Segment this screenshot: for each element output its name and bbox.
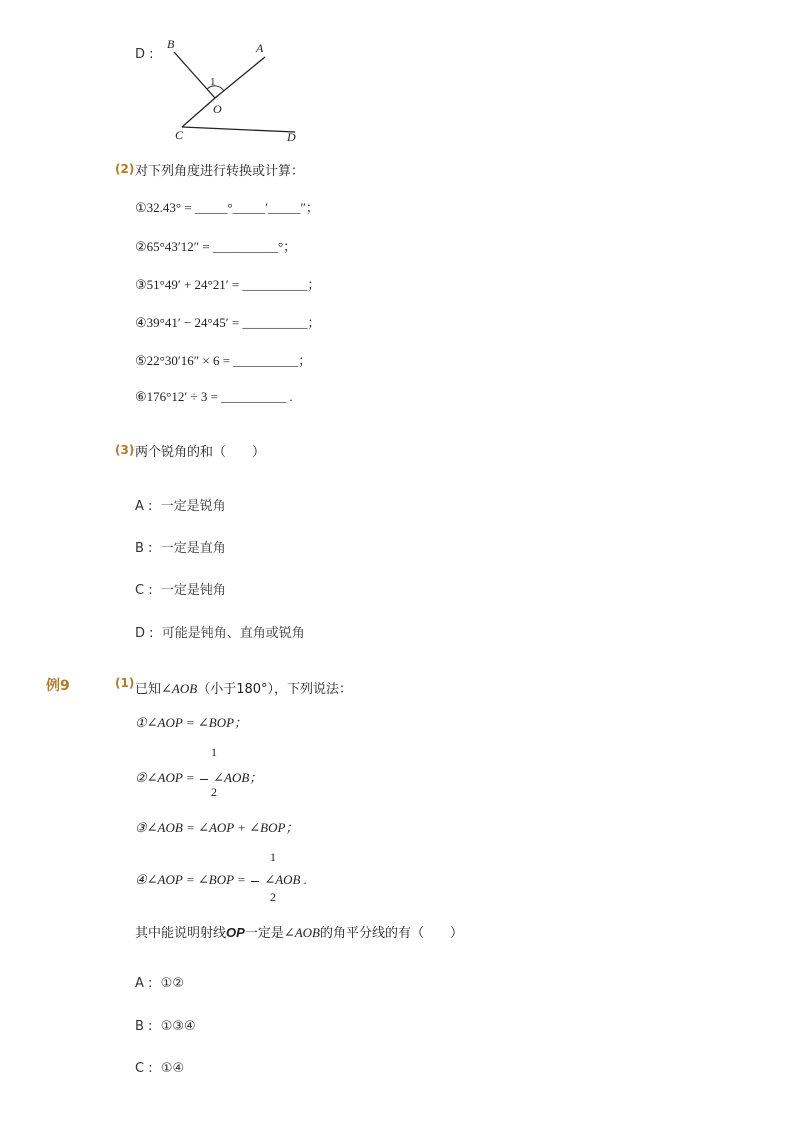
statement-2-pre: ②∠AOP = xyxy=(135,770,195,785)
segment-cd xyxy=(182,127,295,132)
ray-oa xyxy=(215,57,265,98)
stem-pre: 已知 xyxy=(135,682,162,697)
example-9-label: 例9 xyxy=(46,678,70,694)
label-o: O xyxy=(213,102,222,116)
statement-3: ③∠AOB = ∠AOP + ∠BOP； xyxy=(135,820,299,835)
option-text: ①② xyxy=(160,976,184,991)
q3-option-b[interactable] xyxy=(135,537,226,556)
label-angle-1: 1 xyxy=(210,76,216,88)
label-a: A xyxy=(256,41,264,55)
question-mid: 一定是 xyxy=(244,926,284,941)
statement-1: ①∠AOP = ∠BOP； xyxy=(135,715,248,730)
question-post: 的角平分线的有（ ） xyxy=(320,926,464,941)
question-angle: ∠AOB xyxy=(283,925,320,940)
statement-2-frac-denominator: 2 xyxy=(211,785,217,799)
fraction-bar xyxy=(251,881,259,882)
label-b: B xyxy=(167,37,175,51)
ex9-option-b[interactable] xyxy=(135,1019,196,1034)
ex9-q1-number: (1) xyxy=(115,676,135,690)
option-key: C : xyxy=(135,1061,153,1076)
ex9-option-a[interactable] xyxy=(135,976,184,991)
question-ray: OP xyxy=(226,925,245,940)
label-d: D xyxy=(287,130,296,144)
option-text: ①④ xyxy=(160,1061,185,1076)
label-c: C xyxy=(175,128,184,142)
statement-2-frac-numerator: 1 xyxy=(211,745,217,759)
question-pre: 其中能说明射线 xyxy=(135,926,227,941)
option-key: C : xyxy=(135,583,153,598)
q2-item-6: ⑥176°12′ ÷ 3 = __________ . xyxy=(135,389,293,404)
q3-number: (3) xyxy=(115,443,135,457)
q2-item-3: ③51°49′ + 24°21′ = __________； xyxy=(135,277,321,292)
segment-oc xyxy=(182,98,215,127)
statement-4-frac-denominator: 2 xyxy=(270,890,276,904)
ex9-option-c[interactable] xyxy=(135,1061,184,1076)
ex9-question xyxy=(135,922,463,941)
q2-number: (2) xyxy=(115,162,135,176)
q2-item-1: ①32.43° = _____°_____′_____″； xyxy=(135,200,319,215)
option-text: 一定是钝角 xyxy=(160,583,226,598)
q2-title: 对下列角度进行转换或计算： xyxy=(135,164,305,179)
statement-2-post: ∠AOB； xyxy=(213,770,263,785)
q2-item-2: ②65°43′12″ = __________°； xyxy=(135,239,297,254)
ex9-stem xyxy=(135,678,352,697)
option-text: ①③④ xyxy=(160,1019,196,1034)
option-text: 一定是直角 xyxy=(160,541,226,556)
ray-ob xyxy=(174,52,215,98)
option-text: 一定是锐角 xyxy=(160,499,226,514)
option-text: 可能是钝角、直角或锐角 xyxy=(161,626,305,641)
option-key: B : xyxy=(135,1019,153,1034)
statement-4-pre: ④∠AOP = ∠BOP = xyxy=(135,872,246,887)
q2-item-5: ⑤22°30′16″ × 6 = __________； xyxy=(135,353,312,368)
stem-post: （小于180°），下列说法： xyxy=(197,682,353,697)
angle-figure xyxy=(160,35,310,145)
fraction-bar xyxy=(200,779,208,780)
option-key: A : xyxy=(135,499,153,514)
option-key: D : xyxy=(135,626,154,641)
q3-option-c[interactable] xyxy=(135,579,226,598)
option-key: B : xyxy=(135,541,153,556)
statement-4-post: ∠AOB . xyxy=(264,872,307,887)
q3-title: 两个锐角的和（ ） xyxy=(135,445,266,460)
option-key: A : xyxy=(135,976,153,991)
statement-2 xyxy=(135,767,262,786)
q3-option-a[interactable] xyxy=(135,495,226,514)
option-d-label: D : xyxy=(135,47,154,62)
statement-4 xyxy=(135,872,307,888)
statement-4-frac-numerator: 1 xyxy=(270,850,276,864)
q2-item-4: ④39°41′ − 24°45′ = __________； xyxy=(135,315,321,330)
stem-angle: ∠AOB xyxy=(161,681,198,696)
q3-option-d[interactable] xyxy=(135,622,305,641)
